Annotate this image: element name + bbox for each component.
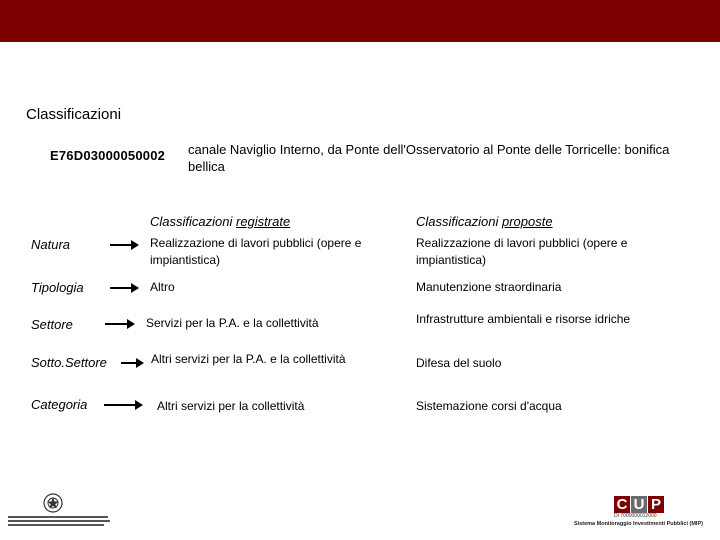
row-label-tipologia: Tipologia: [31, 280, 84, 295]
row-label-sottosettore: Sotto.Settore: [31, 355, 107, 370]
row-label-categoria: Categoria: [31, 397, 88, 412]
proposed-categoria: Sistemazione corsi d'acqua: [416, 399, 562, 413]
registered-tipologia: Altro: [150, 280, 175, 294]
proposed-sottosettore: Difesa del suolo: [416, 356, 502, 370]
column-header-registered-prefix: Classificazioni: [150, 214, 236, 229]
cup-logo-caption: Sistema Monitoraggio Investimenti Pubblici (MIP): [574, 521, 703, 527]
project-code: E76D03000050002: [50, 148, 166, 163]
arrow-icon: [110, 287, 132, 289]
proposed-natura: Realizzazione di lavori pubblici (opere e impiantistica): [416, 236, 628, 267]
column-header-proposed-prefix: Classificazioni: [416, 214, 502, 229]
government-emblem-icon: [40, 492, 66, 514]
cup-logo-subtext: DI 7000000012000: [614, 513, 657, 519]
page-title: Classificazioni: [26, 106, 122, 123]
column-header-registered-word: registrate: [235, 214, 291, 229]
registered-sottosettore: Altri servizi per la P.A. e la collettività: [151, 352, 346, 366]
column-header-proposed: [416, 214, 553, 229]
cup-logo-letter-p: P: [648, 496, 664, 513]
registered-natura: Realizzazione di lavori pubblici (opere e impiantistica): [150, 236, 362, 267]
cup-logo-letter-u: U: [631, 496, 647, 513]
project-description: canale Naviglio Interno, da Ponte dell'Osservatorio al Ponte delle Torricelle: bonifica bellica: [188, 142, 670, 174]
column-header-proposed-word: proposte: [501, 214, 553, 229]
registered-categoria: Altri servizi per la collettività: [157, 399, 305, 413]
row-label-natura: Natura: [31, 237, 71, 252]
cup-logo: [614, 496, 665, 513]
proposed-settore: Infrastrutture ambientali e risorse idriche: [416, 312, 631, 326]
column-header-registered: [150, 214, 290, 229]
arrow-icon: [104, 404, 136, 406]
row-label-settore: Settore: [31, 317, 73, 332]
ministry-logo-text: [8, 516, 110, 528]
arrow-icon: [105, 323, 128, 325]
arrow-icon: [121, 362, 137, 364]
arrow-icon: [110, 244, 132, 246]
header-bar: [0, 0, 720, 42]
cup-logo-letter-c: C: [614, 496, 630, 513]
proposed-tipologia: Manutenzione straordinaria: [416, 280, 562, 294]
registered-settore: Servizi per la P.A. e la collettività: [146, 316, 319, 330]
